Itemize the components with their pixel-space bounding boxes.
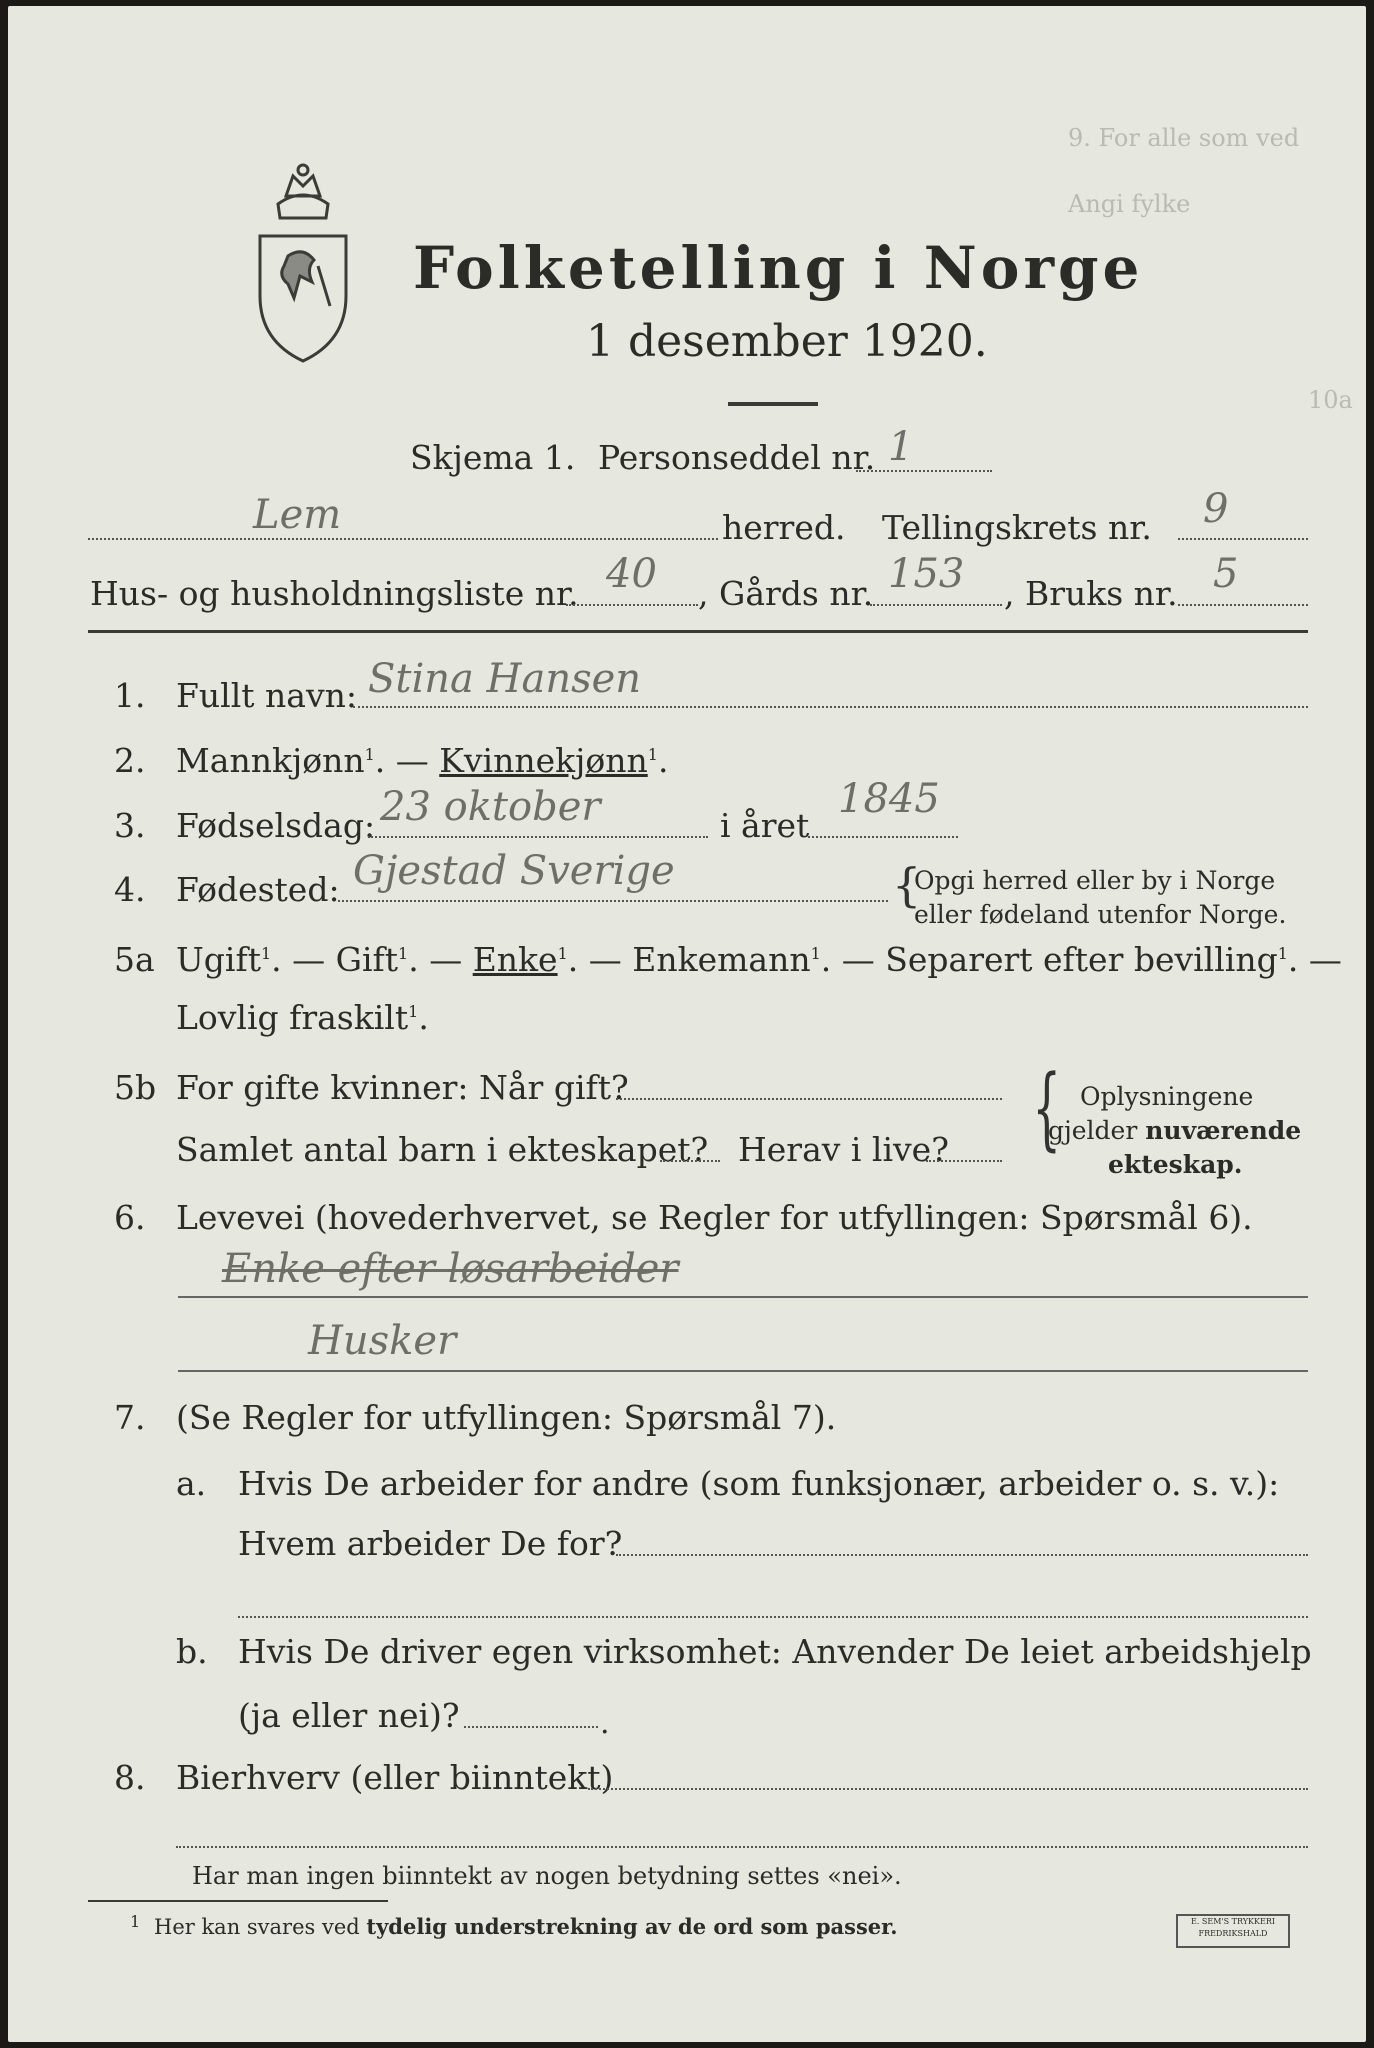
- gards-line: [870, 604, 1002, 606]
- q7b-question: (ja eller nei)?: [238, 1696, 460, 1735]
- q8-label: Bierhverv (eller biinntekt): [176, 1758, 614, 1797]
- personseddel-value[interactable]: 1: [888, 424, 914, 470]
- q4-label: Fødested:: [176, 870, 340, 909]
- q7-number: 7.: [114, 1398, 146, 1437]
- q7-label: (Se Regler for utfyllingen: Spørsmål 7).: [176, 1398, 837, 1437]
- q7a-question: Hvem arbeider De for?: [238, 1524, 623, 1563]
- q3-number: 3.: [114, 806, 146, 845]
- q6-label: Levevei (hovederhvervet, se Regler for utfyllingen: Spørsmål 6).: [176, 1198, 1253, 1237]
- female-option[interactable]: Kvinnekjønn: [439, 741, 648, 780]
- q4-number: 4.: [114, 870, 146, 909]
- footnote-mark: 1: [130, 1912, 141, 1931]
- herred-value[interactable]: Lem: [253, 492, 342, 538]
- q5a-options-cont: Lovlig fraskilt$^1$.: [176, 998, 429, 1037]
- employer-line: [616, 1554, 1308, 1556]
- tellingskrets-label: Tellingskrets nr.: [882, 508, 1152, 547]
- q3-label: Fødselsdag:: [176, 806, 376, 845]
- birthdate-value[interactable]: 23 oktober: [380, 784, 601, 830]
- herred-line: [88, 538, 718, 540]
- gards-label: , Gårds nr.: [698, 574, 874, 613]
- q5b-note-line2: gjelder nuværende: [1048, 1116, 1302, 1145]
- q6-line2: [178, 1370, 1308, 1372]
- bruks-label: , Bruks nr.: [1004, 574, 1178, 613]
- tellingskrets-value[interactable]: 9: [1203, 486, 1229, 532]
- personseddel-line: [856, 470, 992, 472]
- q2-number: 2.: [114, 741, 146, 780]
- q4-line: [338, 900, 888, 902]
- birthplace-value[interactable]: Gjestad Sverige: [353, 848, 675, 894]
- hus-line: [566, 604, 698, 606]
- q5b-children-label: Samlet antal barn i ekteskapet?: [176, 1130, 709, 1169]
- printer-mark: E. SEM'S TRYKKERI FREDRIKSHALD: [1176, 1914, 1290, 1948]
- q5b-married-when-label: For gifte kvinner: Når gift?: [176, 1068, 629, 1107]
- norwegian-coat-of-arms-icon: [248, 156, 358, 366]
- q5b-note-line1: Oplysningene: [1080, 1082, 1254, 1111]
- bleed-through-text: 10a: [1308, 386, 1353, 414]
- year-label: i året: [720, 806, 810, 845]
- q7b-text: Hvis De driver egen virksomhet: Anvender De leiet arbeidshjelp: [238, 1632, 1312, 1671]
- q8-number: 8.: [114, 1758, 146, 1797]
- q4-note-line2: eller fødeland utenfor Norge.: [914, 900, 1287, 929]
- bleed-through-text: 9. For alle som ved: [1068, 124, 1300, 152]
- male-option[interactable]: Mannkjønn: [176, 741, 365, 780]
- header-rule: [88, 630, 1308, 633]
- form-title: Folketelling i Norge: [413, 234, 1144, 302]
- q1-number: 1.: [114, 676, 146, 715]
- full-name-value[interactable]: Stina Hansen: [368, 656, 642, 702]
- q1-line: [353, 706, 1308, 708]
- q4-brace: {: [892, 858, 922, 912]
- gards-value[interactable]: 153: [888, 551, 965, 597]
- q2-line: Mannkjønn$^1$. — Kvinnekjønn$^1$.: [176, 741, 669, 780]
- bruks-line: [1178, 604, 1308, 606]
- widow-option[interactable]: Enke: [472, 940, 558, 979]
- q6-number: 6.: [114, 1198, 146, 1237]
- side-income-line: [588, 1788, 1308, 1790]
- period-mark: .: [600, 1706, 610, 1741]
- q8-note: Har man ingen biinntekt av nogen betydning settes «nei».: [192, 1862, 902, 1890]
- side-income-line-2: [176, 1846, 1308, 1848]
- title-divider: [728, 402, 818, 406]
- q5a-options: Ugift$^1$. — Gift$^1$. — Enke$^1$. — Enkemann$^1$. — Separert efter bevilling$^1$. —: [176, 940, 1342, 979]
- q7a-text: Hvis De arbeider for andre (som funksjonær, arbeider o. s. v.):: [238, 1464, 1280, 1503]
- tellingskrets-line: [1178, 538, 1308, 540]
- q6-line1: [178, 1296, 1308, 1298]
- q5b-number: 5b: [114, 1068, 157, 1107]
- bruks-value[interactable]: 5: [1213, 551, 1239, 597]
- q4-note-line1: Opgi herred eller by i Norge: [914, 866, 1276, 895]
- unmarried-option[interactable]: Ugift: [176, 940, 261, 979]
- q7b-number: b.: [176, 1632, 208, 1671]
- year-line: [808, 836, 958, 838]
- divorced-option[interactable]: Lovlig fraskilt: [176, 998, 409, 1037]
- separated-option[interactable]: Separert efter bevilling: [885, 940, 1278, 979]
- census-form-page: [8, 6, 1366, 2042]
- birth-year-value[interactable]: 1845: [838, 776, 940, 822]
- employer-line-2: [238, 1616, 1308, 1618]
- herred-label: herred.: [722, 508, 846, 547]
- married-option[interactable]: Gift: [335, 940, 399, 979]
- schema-label: Skjema 1.: [410, 438, 576, 477]
- census-date: 1 desember 1920.: [586, 316, 988, 367]
- q3-line: [368, 836, 708, 838]
- q5a-number: 5a: [114, 940, 155, 979]
- married-when-line: [616, 1098, 1002, 1100]
- occupation-struck-value[interactable]: Enke efter løsarbeider: [222, 1246, 679, 1292]
- q5b-note-line3: ekteskap.: [1108, 1150, 1243, 1179]
- bleed-through-text: Angi fylke: [1068, 190, 1191, 218]
- occupation-value[interactable]: Husker: [308, 1318, 457, 1364]
- children-line: [660, 1160, 720, 1162]
- hus-value[interactable]: 40: [606, 551, 657, 597]
- hus-label: Hus- og husholdningsliste nr.: [90, 574, 579, 613]
- hired-help-line: [464, 1726, 598, 1728]
- q7a-number: a.: [176, 1464, 207, 1503]
- q1-label: Fullt navn:: [176, 676, 357, 715]
- widower-option[interactable]: Enkemann: [632, 940, 811, 979]
- q5b-brace: {: [1032, 1056, 1061, 1161]
- personseddel-label: Personseddel nr.: [598, 438, 876, 477]
- q5b-alive-label: Herav i live?: [738, 1130, 949, 1169]
- footnote-text: Her kan svares ved tydelig understrekning av de ord som passer.: [154, 1914, 898, 1939]
- footnote-rule: [88, 1900, 388, 1902]
- alive-line: [926, 1160, 1002, 1162]
